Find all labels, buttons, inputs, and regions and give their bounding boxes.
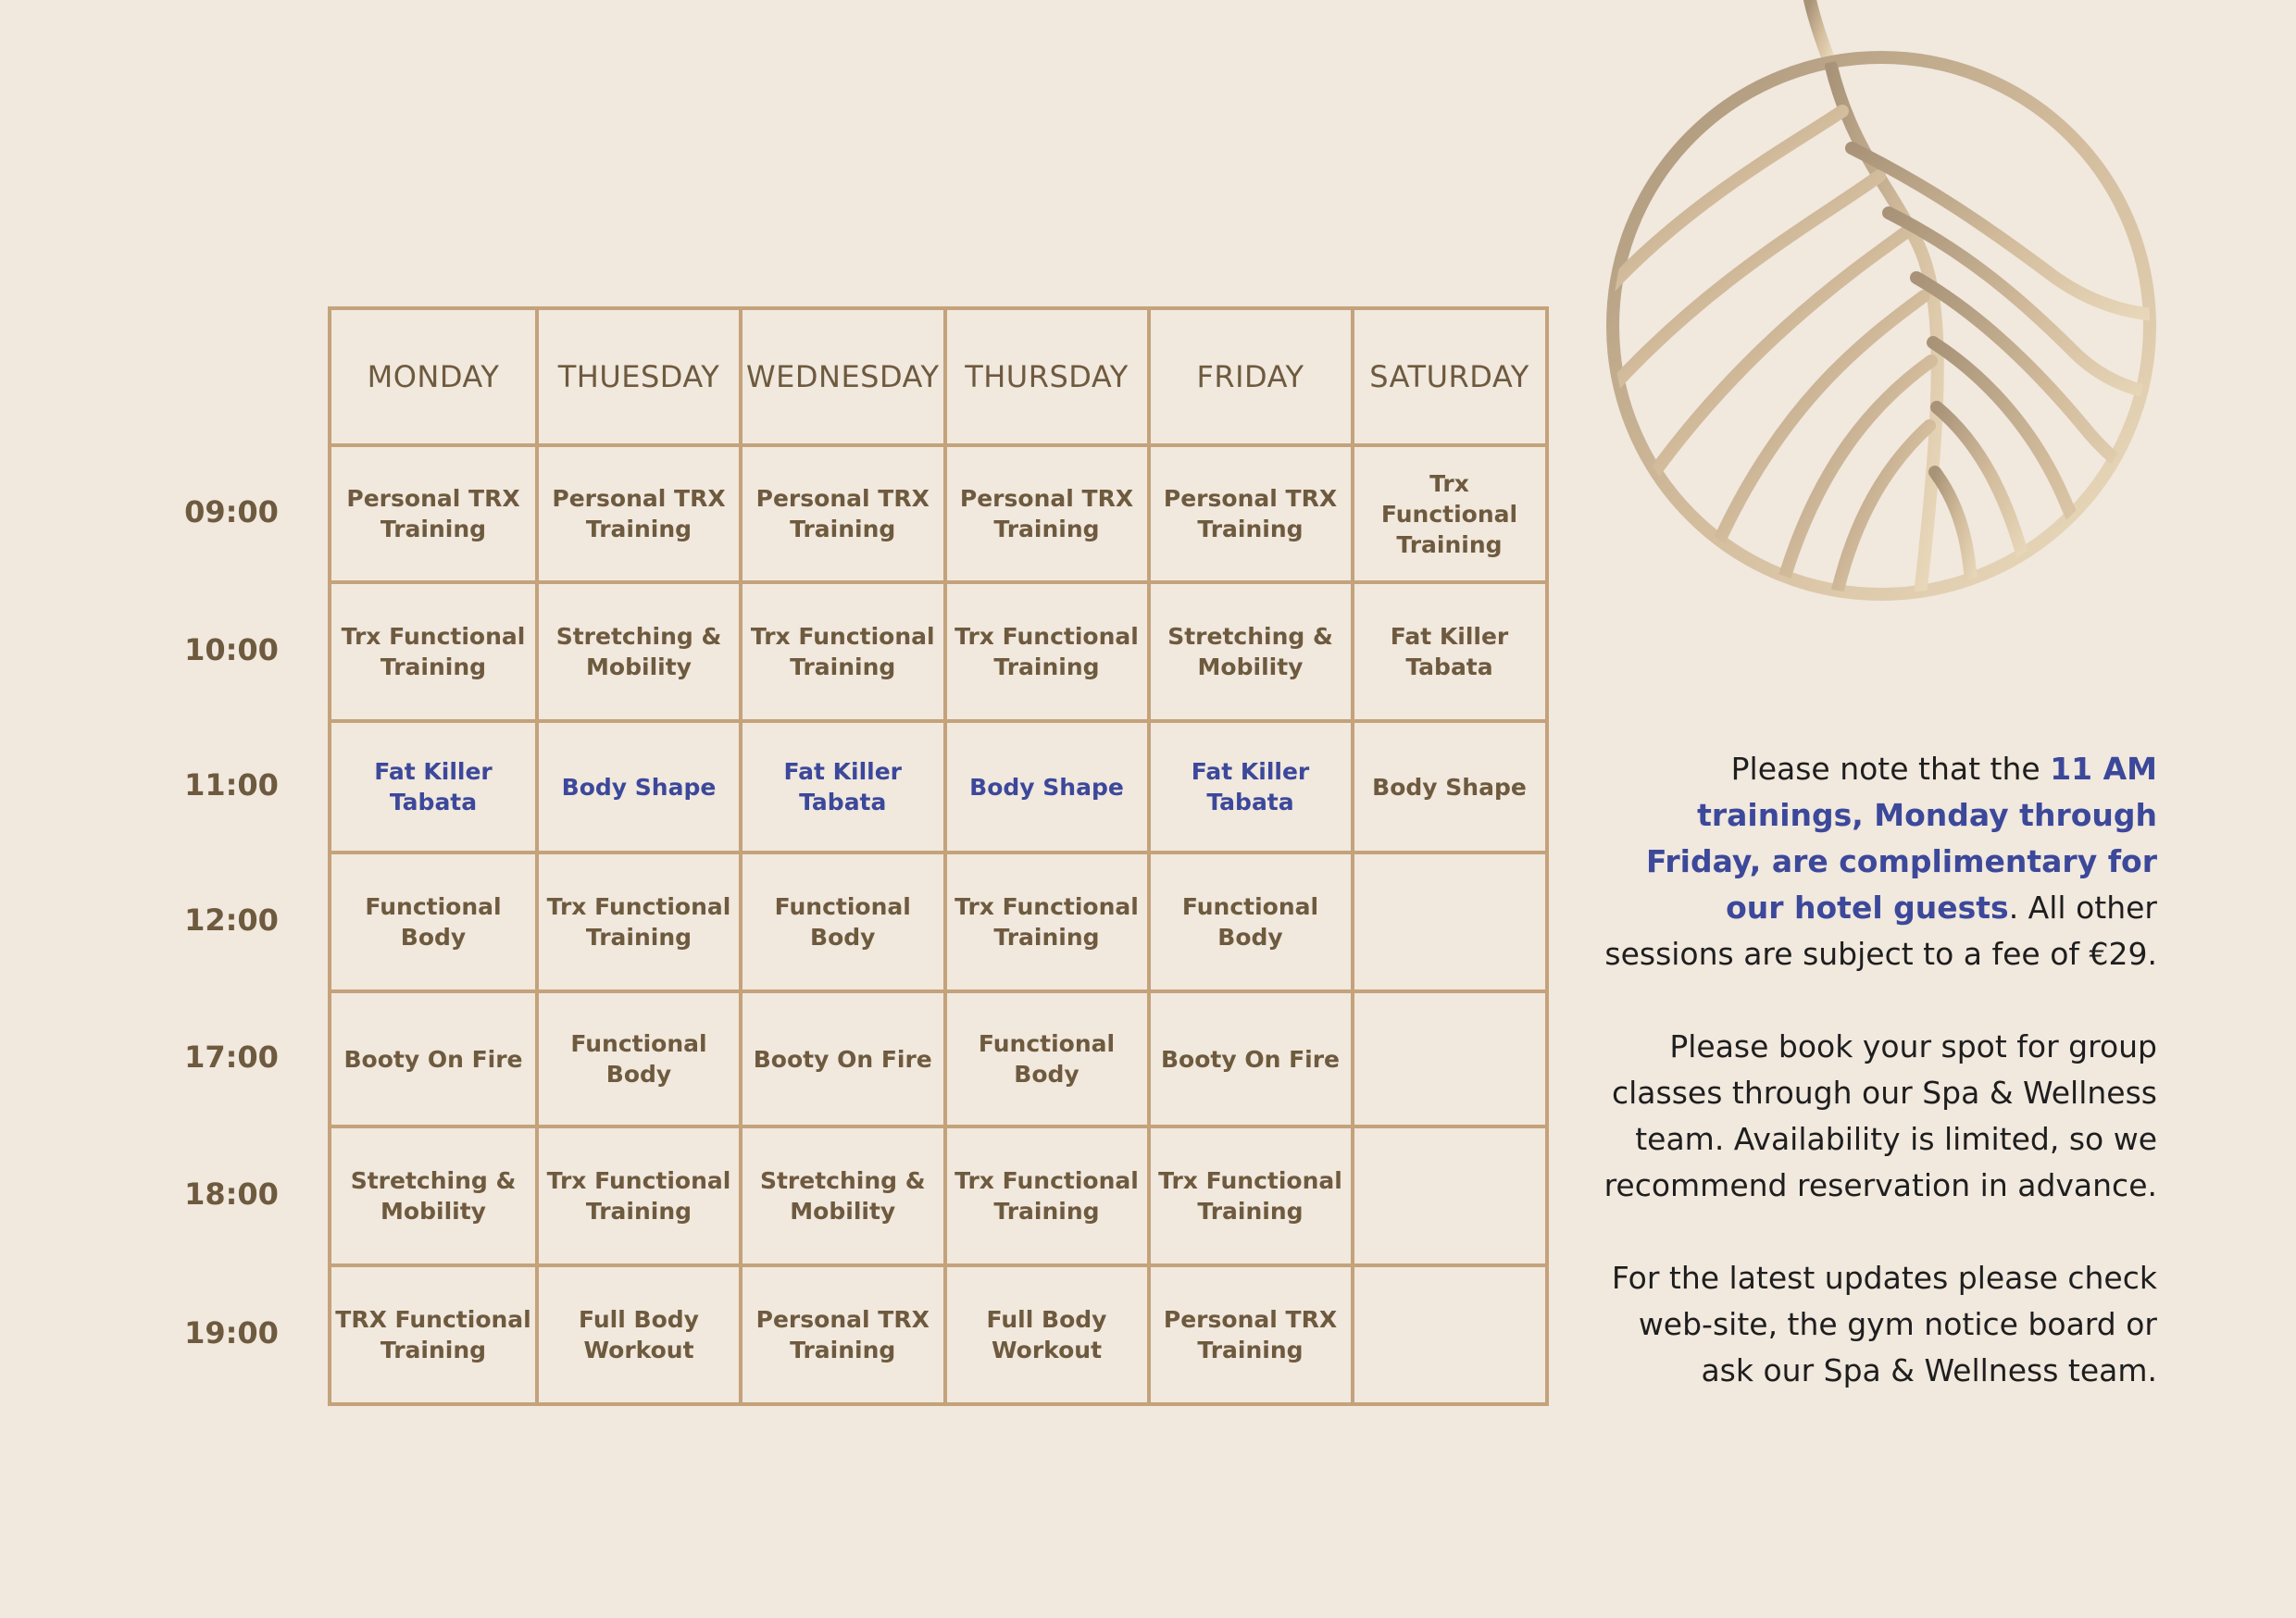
class-cell: Booty On Fire bbox=[330, 991, 537, 1126]
class-cell: Booty On Fire bbox=[741, 991, 945, 1126]
class-cell: Trx Functional Training bbox=[945, 1126, 1149, 1265]
table-row bbox=[330, 991, 1547, 1126]
class-cell bbox=[1353, 853, 1547, 991]
updates-note: For the latest updates please check web-site, the gym notice board or ask our Spa & Wellness team. bbox=[1611, 1260, 2157, 1388]
class-cell: Trx Functional Training bbox=[1149, 1126, 1353, 1265]
class-cell: Stretching & Mobility bbox=[537, 582, 741, 721]
time-label: 10:00 bbox=[184, 632, 279, 667]
class-cell: Trx Functional Training bbox=[945, 853, 1149, 991]
time-label: 11:00 bbox=[184, 767, 279, 803]
class-cell: Booty On Fire bbox=[1149, 991, 1353, 1126]
day-header-friday: FRIDAY bbox=[1149, 308, 1353, 445]
class-cell: Personal TRX Training bbox=[330, 445, 537, 582]
time-label: 19:00 bbox=[184, 1315, 279, 1350]
table-row bbox=[330, 721, 1547, 853]
day-header-row bbox=[330, 308, 1547, 445]
table-row bbox=[330, 853, 1547, 991]
day-header-saturday: SATURDAY bbox=[1353, 308, 1547, 445]
class-cell: Stretching & Mobility bbox=[741, 1126, 945, 1265]
class-cell: Trx Functional Training bbox=[537, 853, 741, 991]
class-cell: Trx Functional Training bbox=[330, 582, 537, 721]
table-row bbox=[330, 582, 1547, 721]
class-cell: Stretching & Mobility bbox=[330, 1126, 537, 1265]
day-header-wednesday: WEDNESDAY bbox=[741, 308, 945, 445]
booking-note: Please book your spot for group classes through our Spa & Wellness team. Availability is limited, so we recommend reservation in advance. bbox=[1603, 1028, 2157, 1203]
class-cell bbox=[1353, 1265, 1547, 1404]
class-cell bbox=[1353, 991, 1547, 1126]
info-notes bbox=[1602, 746, 2157, 1440]
class-cell: Functional Body bbox=[1149, 853, 1353, 991]
class-cell: Trx Functional Training bbox=[537, 1126, 741, 1265]
class-schedule-table bbox=[328, 306, 1549, 1406]
class-cell: Full Body Workout bbox=[945, 1265, 1149, 1404]
class-cell: Functional Body bbox=[330, 853, 537, 991]
class-cell: Personal TRX Training bbox=[1149, 1265, 1353, 1404]
class-cell: Personal TRX Training bbox=[1149, 445, 1353, 582]
class-cell: Personal TRX Training bbox=[741, 445, 945, 582]
class-cell: Body Shape bbox=[945, 721, 1149, 853]
fee-note-intro: Please note that the bbox=[1730, 751, 2051, 787]
class-cell: Personal TRX Training bbox=[537, 445, 741, 582]
class-cell bbox=[1353, 1126, 1547, 1265]
table-row bbox=[330, 445, 1547, 582]
class-cell: Fat Killer Tabata bbox=[741, 721, 945, 853]
class-cell: Functional Body bbox=[537, 991, 741, 1126]
fee-note bbox=[1602, 746, 2157, 977]
time-label: 12:00 bbox=[184, 902, 279, 938]
class-cell: Functional Body bbox=[741, 853, 945, 991]
class-cell: Trx Functional Training bbox=[1353, 445, 1547, 582]
table-row bbox=[330, 1126, 1547, 1265]
class-cell: Functional Body bbox=[945, 991, 1149, 1126]
class-cell: Full Body Workout bbox=[537, 1265, 741, 1404]
fee-note-rest: . All other sessions are subject to a fee of €29. bbox=[1604, 890, 2157, 972]
class-cell: Trx Functional Training bbox=[741, 582, 945, 721]
class-cell: Personal TRX Training bbox=[741, 1265, 945, 1404]
class-cell: Fat Killer Tabata bbox=[1149, 721, 1353, 853]
day-header-thuesday: THUESDAY bbox=[537, 308, 741, 445]
class-cell: Body Shape bbox=[537, 721, 741, 853]
leaf-circle-icon bbox=[1574, 0, 2203, 629]
class-cell: Fat Killer Tabata bbox=[1353, 582, 1547, 721]
class-cell: Body Shape bbox=[1353, 721, 1547, 853]
class-cell: Trx Functional Training bbox=[945, 582, 1149, 721]
class-cell: Personal TRX Training bbox=[945, 445, 1149, 582]
day-header-monday: MONDAY bbox=[330, 308, 537, 445]
time-label: 18:00 bbox=[184, 1176, 279, 1212]
class-cell: TRX Functional Training bbox=[330, 1265, 537, 1404]
day-header-thursday: THURSDAY bbox=[945, 308, 1149, 445]
complimentary-highlight: 11 AM trainings, Monday through Friday, are complimentary for our hotel guests bbox=[1645, 751, 2157, 926]
time-label: 17:00 bbox=[184, 1039, 279, 1075]
time-label: 09:00 bbox=[184, 494, 279, 529]
class-cell: Stretching & Mobility bbox=[1149, 582, 1353, 721]
table-row bbox=[330, 1265, 1547, 1404]
class-cell: Fat Killer Tabata bbox=[330, 721, 537, 853]
